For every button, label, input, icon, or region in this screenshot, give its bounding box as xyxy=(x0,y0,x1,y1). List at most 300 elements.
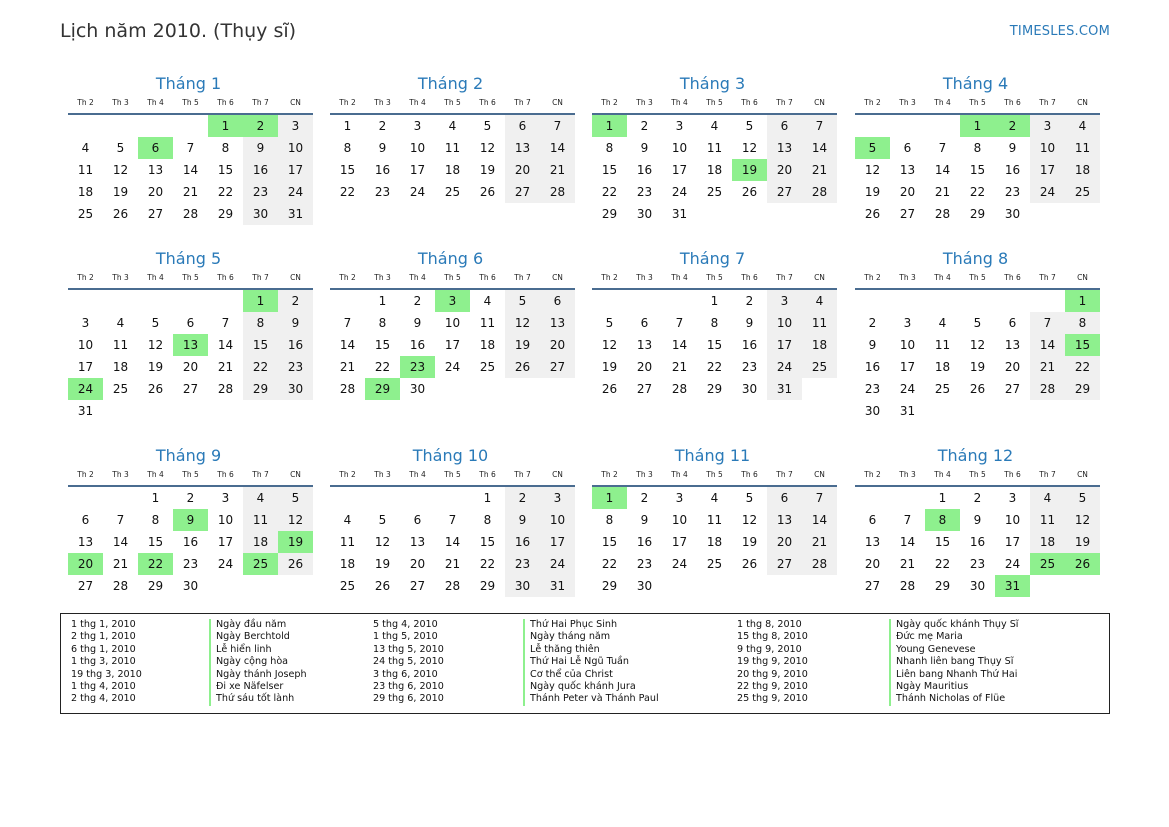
weekday-label: Th 7 xyxy=(252,273,269,282)
holiday-date: 20 thg 9, 2010 xyxy=(737,668,808,680)
week-row xyxy=(68,137,313,159)
day-cell: 27 xyxy=(864,579,881,593)
weekday-label: Th 4 xyxy=(147,273,164,282)
weekday-label: Th 6 xyxy=(741,470,758,479)
day-cell: 25 xyxy=(77,207,94,221)
day-cell: 7 xyxy=(675,316,684,330)
empty-cell xyxy=(243,575,278,597)
holiday-date: 15 thg 8, 2010 xyxy=(737,631,808,643)
day-cell: 1 xyxy=(960,115,995,137)
day-cell: 28 xyxy=(802,553,837,575)
day-cell: 14 xyxy=(339,338,356,352)
day-cell: 22 xyxy=(479,557,496,571)
day-cell: 10 xyxy=(278,137,313,159)
weekday-label: Th 6 xyxy=(217,98,234,107)
weekday-label: Th 4 xyxy=(409,273,426,282)
empty-cell xyxy=(505,378,540,400)
month-block xyxy=(592,73,837,225)
day-cell: 24 xyxy=(671,185,688,199)
day-cell: 30 xyxy=(409,382,426,396)
weekday-label: Th 4 xyxy=(147,98,164,107)
empty-cell xyxy=(68,290,103,312)
month-title: Tháng 11 xyxy=(674,446,751,465)
week-row xyxy=(68,575,313,597)
weekday-label: Th 7 xyxy=(776,98,793,107)
day-cell: 20 xyxy=(147,185,164,199)
week-row xyxy=(330,575,575,597)
month-title: Tháng 6 xyxy=(417,249,484,268)
weekday-label: Th 2 xyxy=(601,470,618,479)
weekday-label: Th 3 xyxy=(899,273,916,282)
day-cell: 22 xyxy=(969,185,986,199)
day-cell: 31 xyxy=(767,378,802,400)
holiday-name: Đi xe Näfelser xyxy=(209,681,307,693)
day-cell: 15 xyxy=(243,334,278,356)
day-cell: 1 xyxy=(710,294,719,308)
weekday-label: Th 6 xyxy=(1004,273,1021,282)
day-cell: 18 xyxy=(112,360,129,374)
weekday-label: Th 2 xyxy=(339,98,356,107)
day-cell: 7 xyxy=(540,115,575,137)
weekday-label: Th 3 xyxy=(112,273,129,282)
month-block xyxy=(592,248,837,400)
weekday-label: Th 7 xyxy=(776,273,793,282)
week-row xyxy=(592,509,837,531)
day-cell: 12 xyxy=(741,141,758,155)
day-cell: 28 xyxy=(1030,378,1065,400)
week-row xyxy=(330,137,575,159)
day-cell: 4 xyxy=(1065,115,1100,137)
day-cell: 8 xyxy=(483,513,492,527)
day-cell: 19 xyxy=(732,159,767,181)
weekday-header xyxy=(592,270,837,290)
month-block xyxy=(592,445,837,597)
day-cell: 30 xyxy=(969,579,986,593)
day-cell: 9 xyxy=(243,137,278,159)
day-cell: 10 xyxy=(671,513,688,527)
day-cell: 1 xyxy=(938,491,947,505)
week-row xyxy=(592,487,837,509)
day-cell: 19 xyxy=(278,531,313,553)
day-cell: 11 xyxy=(706,513,723,527)
day-cell: 17 xyxy=(409,163,426,177)
empty-cell xyxy=(330,290,365,312)
day-cell: 24 xyxy=(540,553,575,575)
day-cell: 15 xyxy=(601,163,618,177)
day-cell: 21 xyxy=(444,557,461,571)
day-cell: 11 xyxy=(706,141,723,155)
day-cell: 3 xyxy=(81,316,90,330)
holiday-name: Đức mẹ Maria xyxy=(889,631,1018,643)
holiday-name: Lễ thăng thiên xyxy=(523,644,659,656)
weekday-label: Th 2 xyxy=(864,98,881,107)
day-cell: 20 xyxy=(505,159,540,181)
day-cell: 5 xyxy=(855,137,890,159)
weekday-label: CN xyxy=(552,470,563,479)
day-cell: 28 xyxy=(339,382,356,396)
day-cell: 3 xyxy=(1030,115,1065,137)
day-cell: 8 xyxy=(925,509,960,531)
day-cell: 9 xyxy=(1008,141,1017,155)
day-cell: 19 xyxy=(601,360,618,374)
day-cell: 2 xyxy=(868,316,877,330)
day-cell: 18 xyxy=(706,163,723,177)
week-row xyxy=(330,115,575,137)
weekday-header xyxy=(330,467,575,487)
weekday-label: Th 5 xyxy=(444,98,461,107)
empty-cell xyxy=(767,203,802,225)
day-cell: 29 xyxy=(601,207,618,221)
holiday-name: Thánh Peter và Thánh Paul xyxy=(523,693,659,705)
day-cell: 23 xyxy=(741,360,758,374)
day-cell: 27 xyxy=(767,181,802,203)
week-row xyxy=(592,553,837,575)
weekday-label: Th 3 xyxy=(899,98,916,107)
week-row xyxy=(592,575,837,597)
holiday-date: 19 thg 9, 2010 xyxy=(737,656,808,668)
day-cell: 11 xyxy=(112,338,129,352)
day-cell: 20 xyxy=(864,557,881,571)
week-row xyxy=(592,312,837,334)
empty-cell xyxy=(802,575,837,597)
day-cell: 11 xyxy=(1030,509,1065,531)
day-cell: 7 xyxy=(903,513,912,527)
day-cell: 4 xyxy=(802,290,837,312)
day-cell: 19 xyxy=(147,360,164,374)
day-cell: 25 xyxy=(802,356,837,378)
week-row xyxy=(68,290,313,312)
day-cell: 16 xyxy=(1004,163,1021,177)
day-cell: 5 xyxy=(483,119,492,133)
weekday-label: CN xyxy=(814,273,825,282)
month-title: Tháng 2 xyxy=(417,74,484,93)
weekday-label: Th 5 xyxy=(182,470,199,479)
empty-cell xyxy=(890,290,925,312)
empty-cell xyxy=(68,115,103,137)
day-cell: 20 xyxy=(540,334,575,356)
day-cell: 28 xyxy=(540,181,575,203)
weekday-header xyxy=(68,270,313,290)
day-cell: 17 xyxy=(278,159,313,181)
day-cell: 7 xyxy=(448,513,457,527)
day-cell: 31 xyxy=(77,404,94,418)
holiday-date: 23 thg 6, 2010 xyxy=(373,681,444,693)
day-cell: 2 xyxy=(973,491,982,505)
empty-cell xyxy=(890,487,925,509)
day-cell: 20 xyxy=(1004,360,1021,374)
day-cell: 12 xyxy=(969,338,986,352)
day-cell: 19 xyxy=(479,163,496,177)
empty-cell xyxy=(138,290,173,312)
weekday-header xyxy=(855,270,1100,290)
holiday-date: 13 thg 5, 2010 xyxy=(373,643,444,655)
day-cell: 17 xyxy=(1030,159,1065,181)
day-cell: 24 xyxy=(1030,181,1065,203)
holiday-name: Ngày cộng hòa xyxy=(209,656,307,668)
day-cell: 10 xyxy=(540,509,575,531)
day-cell: 5 xyxy=(973,316,982,330)
day-cell: 26 xyxy=(1065,553,1100,575)
day-cell: 24 xyxy=(68,378,103,400)
day-cell: 6 xyxy=(767,487,802,509)
holiday-date: 19 thg 3, 2010 xyxy=(71,668,142,680)
week-row xyxy=(68,159,313,181)
day-cell: 27 xyxy=(767,553,802,575)
week-row xyxy=(330,487,575,509)
day-cell: 21 xyxy=(671,360,688,374)
weekday-label: Th 3 xyxy=(636,98,653,107)
weekday-label: CN xyxy=(290,98,301,107)
week-row xyxy=(855,553,1100,575)
day-cell: 2 xyxy=(745,294,754,308)
day-cell: 16 xyxy=(505,531,540,553)
week-row xyxy=(855,356,1100,378)
day-cell: 13 xyxy=(767,509,802,531)
week-row xyxy=(68,378,313,400)
holiday-date: 9 thg 9, 2010 xyxy=(737,643,802,655)
day-cell: 21 xyxy=(112,557,129,571)
day-cell: 28 xyxy=(934,207,951,221)
empty-cell xyxy=(995,290,1030,312)
day-cell: 30 xyxy=(1004,207,1021,221)
day-cell: 12 xyxy=(505,312,540,334)
day-cell: 5 xyxy=(151,316,160,330)
month-title: Tháng 9 xyxy=(155,446,222,465)
day-cell: 17 xyxy=(671,535,688,549)
weekday-label: Th 3 xyxy=(899,470,916,479)
day-cell: 14 xyxy=(934,163,951,177)
holiday-name: Ngày đầu năm xyxy=(209,619,307,631)
weekday-label: CN xyxy=(1077,470,1088,479)
holiday-date: 1 thg 3, 2010 xyxy=(71,656,136,668)
day-cell: 28 xyxy=(112,579,129,593)
weekday-label: Th 2 xyxy=(339,470,356,479)
day-cell: 18 xyxy=(706,535,723,549)
day-cell: 5 xyxy=(278,487,313,509)
day-cell: 16 xyxy=(374,163,391,177)
month-title: Tháng 1 xyxy=(155,74,222,93)
day-cell: 4 xyxy=(81,141,90,155)
weekday-label: Th 6 xyxy=(217,470,234,479)
holiday-date: 1 thg 8, 2010 xyxy=(737,619,802,630)
weekday-label: Th 6 xyxy=(1004,98,1021,107)
day-cell: 19 xyxy=(969,360,986,374)
day-cell: 1 xyxy=(208,115,243,137)
day-cell: 18 xyxy=(444,163,461,177)
week-row xyxy=(855,137,1100,159)
weekday-label: CN xyxy=(552,273,563,282)
weekday-label: Th 7 xyxy=(776,470,793,479)
day-cell: 31 xyxy=(995,575,1030,597)
day-cell: 14 xyxy=(112,535,129,549)
holiday-date: 5 thg 4, 2010 xyxy=(373,619,438,630)
day-cell: 26 xyxy=(112,207,129,221)
day-cell: 14 xyxy=(899,535,916,549)
day-cell: 22 xyxy=(243,356,278,378)
day-cell: 20 xyxy=(68,553,103,575)
day-cell: 19 xyxy=(505,334,540,356)
day-cell: 6 xyxy=(767,115,802,137)
day-cell: 25 xyxy=(112,382,129,396)
day-cell: 7 xyxy=(116,513,125,527)
weekday-label: Th 5 xyxy=(444,470,461,479)
day-cell: 13 xyxy=(767,137,802,159)
day-cell: 14 xyxy=(671,338,688,352)
day-cell: 25 xyxy=(479,360,496,374)
week-row xyxy=(592,137,837,159)
empty-cell xyxy=(400,487,435,509)
day-cell: 17 xyxy=(899,360,916,374)
week-row xyxy=(68,203,313,225)
day-cell: 18 xyxy=(934,360,951,374)
day-cell: 1 xyxy=(592,115,627,137)
weekday-label: CN xyxy=(814,470,825,479)
day-cell: 19 xyxy=(864,185,881,199)
holiday-names-column xyxy=(523,619,659,706)
day-cell: 2 xyxy=(505,487,540,509)
day-cell: 5 xyxy=(605,316,614,330)
day-cell: 23 xyxy=(182,557,199,571)
week-row xyxy=(855,290,1100,312)
weekday-label: Th 5 xyxy=(444,273,461,282)
site-link[interactable]: TIMESLES.COM xyxy=(1009,24,1110,39)
weekday-label: Th 2 xyxy=(77,273,94,282)
holiday-name: Ngày quốc khánh Jura xyxy=(523,681,659,693)
day-cell: 11 xyxy=(77,163,94,177)
holiday-name: Cơ thể của Christ xyxy=(523,669,659,681)
day-cell: 29 xyxy=(706,382,723,396)
day-cell: 18 xyxy=(77,185,94,199)
weekday-label: Th 3 xyxy=(374,273,391,282)
weekday-label: Th 2 xyxy=(601,273,618,282)
empty-cell xyxy=(1030,575,1065,597)
weekday-label: Th 2 xyxy=(864,470,881,479)
empty-cell xyxy=(138,400,173,422)
day-cell: 23 xyxy=(243,181,278,203)
day-cell: 1 xyxy=(592,487,627,509)
empty-cell xyxy=(697,575,732,597)
day-cell: 19 xyxy=(374,557,391,571)
weekday-label: Th 7 xyxy=(514,470,531,479)
week-row xyxy=(592,290,837,312)
day-cell: 27 xyxy=(540,356,575,378)
day-cell: 9 xyxy=(378,141,387,155)
empty-cell xyxy=(208,400,243,422)
week-row xyxy=(592,115,837,137)
day-cell: 9 xyxy=(413,316,422,330)
day-cell: 23 xyxy=(505,553,540,575)
empty-cell xyxy=(802,203,837,225)
day-cell: 22 xyxy=(1065,356,1100,378)
week-row xyxy=(855,509,1100,531)
empty-cell xyxy=(925,115,960,137)
day-cell: 26 xyxy=(278,553,313,575)
day-cell: 7 xyxy=(343,316,352,330)
week-row xyxy=(855,181,1100,203)
weekday-label: Th 2 xyxy=(339,273,356,282)
day-cell: 4 xyxy=(710,119,719,133)
day-cell: 28 xyxy=(182,207,199,221)
weekday-label: Th 7 xyxy=(514,273,531,282)
weekday-label: Th 5 xyxy=(706,273,723,282)
day-cell: 1 xyxy=(343,119,352,133)
day-cell: 5 xyxy=(745,119,754,133)
day-cell: 26 xyxy=(601,382,618,396)
weekday-label: Th 3 xyxy=(112,470,129,479)
week-row xyxy=(68,400,313,422)
empty-cell xyxy=(1030,290,1065,312)
holiday-name: Nhanh liên bang Thụy Sĩ xyxy=(889,656,1018,668)
day-cell: 29 xyxy=(365,378,400,400)
empty-cell xyxy=(1065,575,1100,597)
empty-cell xyxy=(697,203,732,225)
weekday-label: Th 6 xyxy=(479,470,496,479)
holiday-name: Ngày tháng năm xyxy=(523,631,659,643)
month-title: Tháng 7 xyxy=(679,249,746,268)
month-block xyxy=(330,73,575,203)
day-cell: 30 xyxy=(636,579,653,593)
day-cell: 5 xyxy=(1065,487,1100,509)
day-cell: 15 xyxy=(479,535,496,549)
day-cell: 29 xyxy=(243,378,278,400)
day-cell: 21 xyxy=(802,159,837,181)
week-row xyxy=(592,203,837,225)
day-cell: 1 xyxy=(243,290,278,312)
day-cell: 24 xyxy=(1004,557,1021,571)
weekday-header xyxy=(592,95,837,115)
day-cell: 4 xyxy=(483,294,492,308)
weekday-label: Th 4 xyxy=(934,470,951,479)
day-cell: 13 xyxy=(864,535,881,549)
day-cell: 28 xyxy=(671,382,688,396)
week-row xyxy=(855,531,1100,553)
day-cell: 10 xyxy=(899,338,916,352)
day-cell: 6 xyxy=(186,316,195,330)
day-cell: 2 xyxy=(640,491,649,505)
week-row xyxy=(855,159,1100,181)
empty-cell xyxy=(243,400,278,422)
day-cell: 29 xyxy=(601,579,618,593)
day-cell: 14 xyxy=(802,509,837,531)
month-block xyxy=(68,445,313,597)
day-cell: 11 xyxy=(479,316,496,330)
empty-cell xyxy=(208,290,243,312)
weekday-label: CN xyxy=(1077,98,1088,107)
day-cell: 25 xyxy=(706,557,723,571)
day-cell: 21 xyxy=(1030,356,1065,378)
day-cell: 14 xyxy=(540,137,575,159)
day-cell: 15 xyxy=(601,535,618,549)
day-cell: 27 xyxy=(147,207,164,221)
day-cell: 10 xyxy=(444,316,461,330)
holiday-date: 1 thg 4, 2010 xyxy=(71,681,136,693)
empty-cell xyxy=(540,378,575,400)
day-cell: 3 xyxy=(435,290,470,312)
empty-cell xyxy=(1065,203,1100,225)
day-cell: 2 xyxy=(640,119,649,133)
day-cell: 29 xyxy=(147,579,164,593)
holiday-name: Young Genevese xyxy=(889,644,1018,656)
holiday-dates-column xyxy=(737,619,808,706)
day-cell: 1 xyxy=(483,491,492,505)
day-cell: 13 xyxy=(899,163,916,177)
weekday-label: Th 4 xyxy=(934,273,951,282)
day-cell: 12 xyxy=(864,163,881,177)
day-cell: 29 xyxy=(1065,378,1100,400)
day-cell: 18 xyxy=(1065,159,1100,181)
day-cell: 5 xyxy=(505,290,540,312)
week-row xyxy=(330,531,575,553)
